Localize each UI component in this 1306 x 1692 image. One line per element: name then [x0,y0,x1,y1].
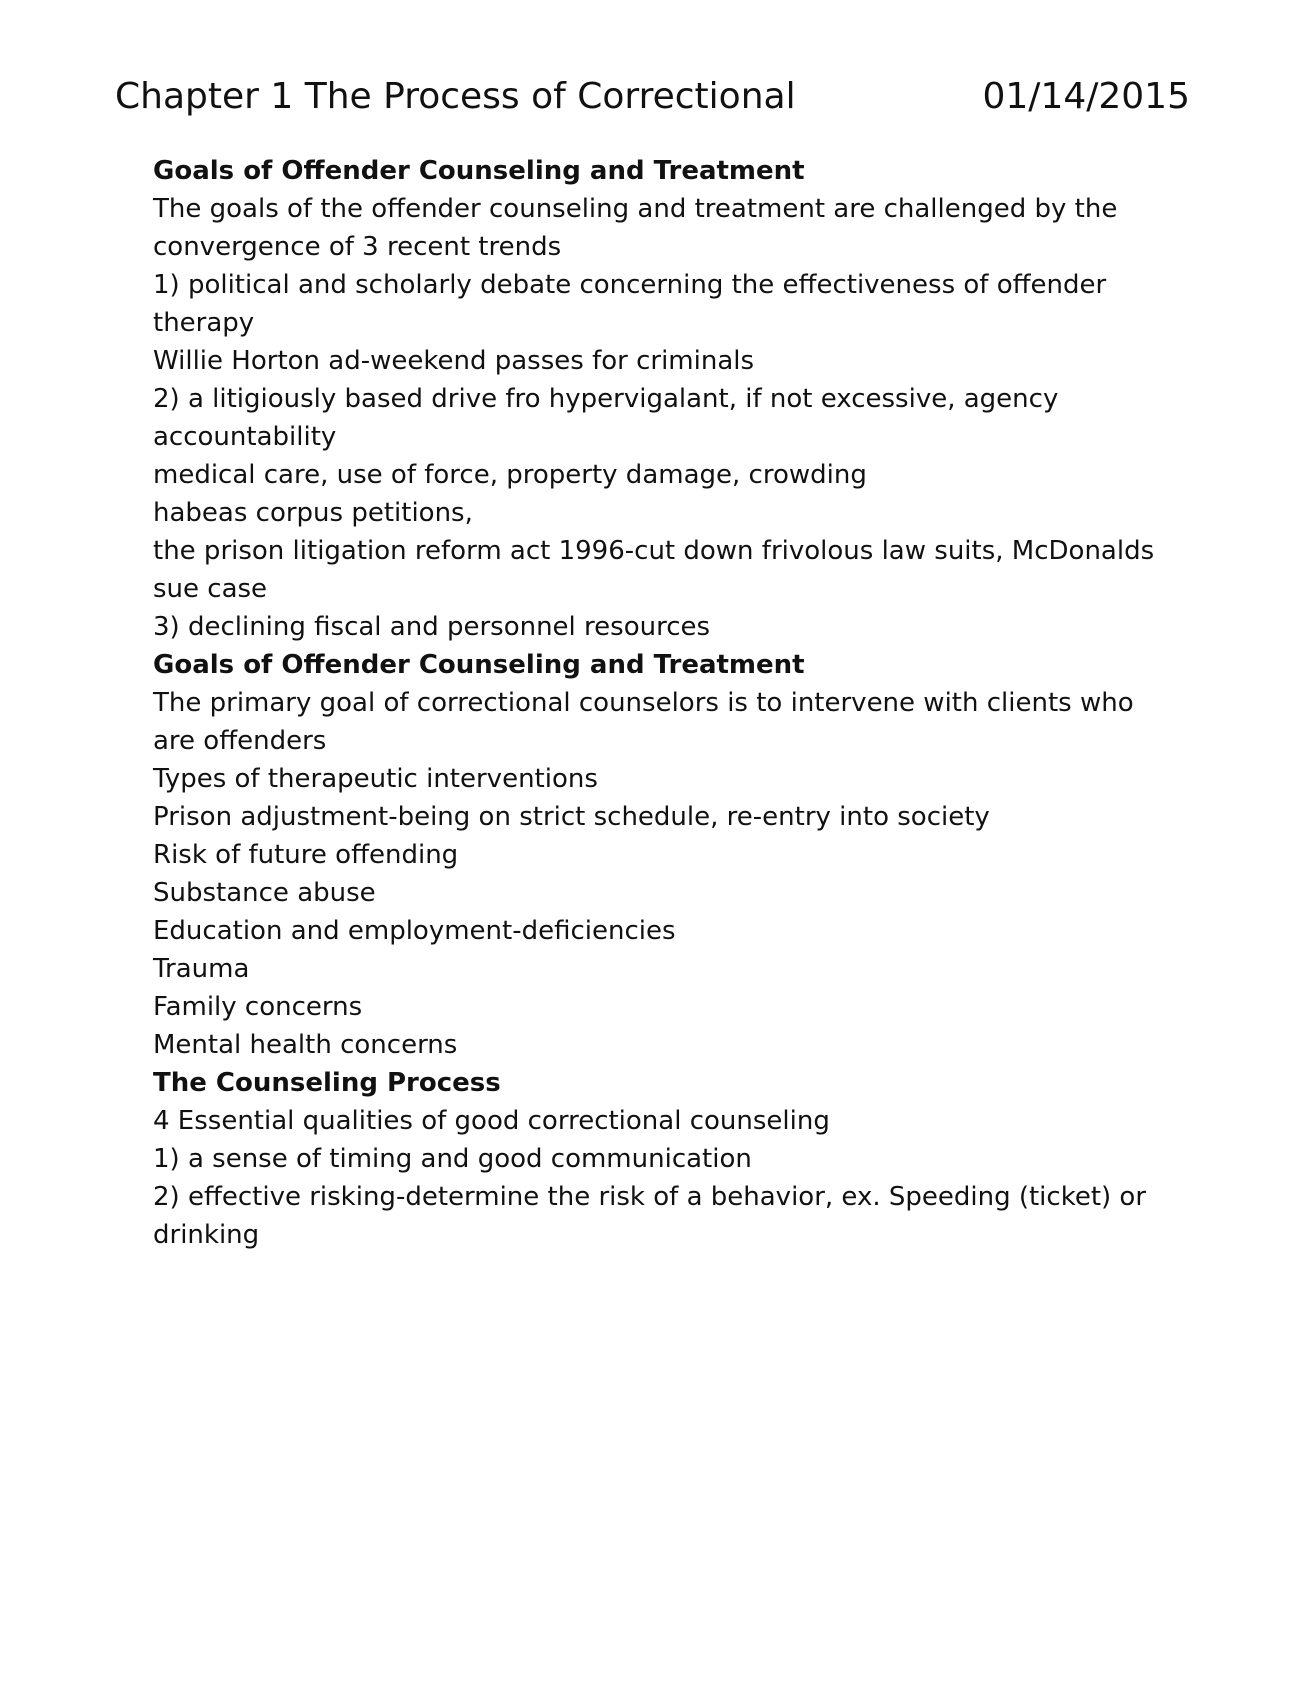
note-line: The goals of the offender counseling and treatment are challenged by the [153,194,1118,224]
note-line: Trauma [153,954,250,984]
note-line: medical care, use of force, property damage, crowding [153,460,867,490]
note-line: Types of therapeutic interventions [153,764,598,794]
notes-body [153,152,1153,1254]
note-line: Prison adjustment-being on strict schedule, re-entry into society [153,802,990,832]
note-line: are offenders [153,726,327,756]
note-line: sue case [153,574,268,604]
page-header [115,72,1190,122]
note-line: drinking [153,1220,260,1250]
note-line: 2) a litigiously based drive fro hypervigalant, if not excessive, agency [153,384,1059,414]
note-line: Risk of future offending [153,840,459,870]
page-title: Chapter 1 The Process of Correctional [115,76,796,117]
note-line: accountability [153,422,337,452]
note-line: The primary goal of correctional counselors is to intervene with clients who [153,688,1134,718]
note-line: the prison litigation reform act 1996-cut down frivolous law suits, McDonalds [153,536,1155,566]
note-line: 3) declining fiscal and personnel resources [153,612,711,642]
note-line: convergence of 3 recent trends [153,232,562,262]
note-line: 2) effective risking-determine the risk of a behavior, ex. Speeding (ticket) or [153,1182,1147,1212]
note-line: Willie Horton ad-weekend passes for criminals [153,346,755,376]
note-line: 1) a sense of timing and good communication [153,1144,752,1174]
note-line: Education and employment-deficiencies [153,916,676,946]
section-heading: Goals of Offender Counseling and Treatment [153,156,805,186]
note-line: therapy [153,308,255,338]
note-line: 1) political and scholarly debate concerning the effectiveness of offender [153,270,1107,300]
section-heading: Goals of Offender Counseling and Treatment [153,650,805,680]
note-line: 4 Essential qualities of good correctional counseling [153,1106,830,1136]
note-line: habeas corpus petitions, [153,498,473,528]
note-line: Mental health concerns [153,1030,458,1060]
section-heading: The Counseling Process [153,1068,501,1098]
note-line: Substance abuse [153,878,376,908]
note-line: Family concerns [153,992,363,1022]
page-date: 01/14/2015 [982,76,1190,117]
